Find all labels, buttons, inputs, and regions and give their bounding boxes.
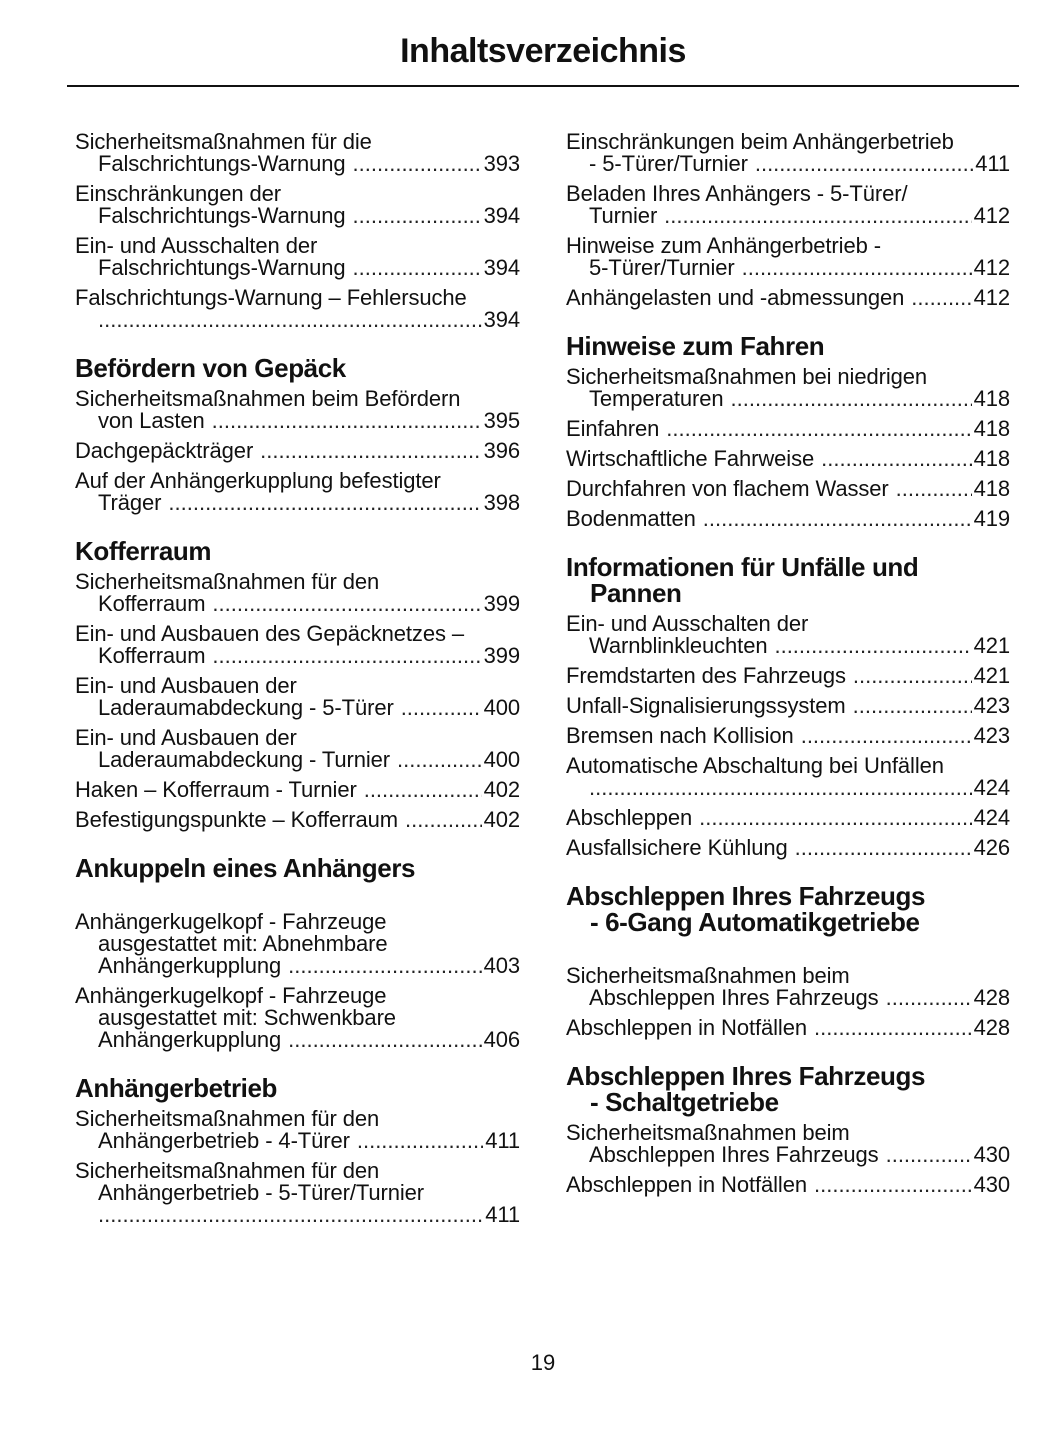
leader-dots [353,153,482,175]
entry-title-cont: Abschleppen Ihres Fahrzeugs [589,985,879,1010]
entry-title: Einschränkungen der [75,181,282,206]
toc-entry[interactable] [566,131,1010,175]
page-ref: 400 [483,747,520,772]
leader-dots [886,1144,972,1166]
page-ref: 406 [483,1027,520,1052]
leader-dots [821,448,971,470]
toc-entry[interactable] [566,725,1010,747]
leader-dots [814,1017,972,1039]
leader-dots [699,807,971,829]
page-ref: 412 [973,203,1010,228]
entry-title: Sicherheitsmaßnahmen für die [75,129,372,154]
section-heading: Ankuppeln eines Anhängers [75,853,416,883]
toc-entry[interactable] [566,183,1010,227]
section-heading [566,883,1010,935]
entry-title: Ein- und Ausbauen der [75,673,297,698]
page-ref: 428 [973,1015,1010,1040]
leader-dots [353,205,482,227]
entry-title: Bremsen nach Kollision [566,723,794,748]
entry-title-cont: Anhängerbetrieb - 5-Türer/Turnier [98,1180,425,1205]
page-ref: 412 [973,285,1010,310]
entry-title: Unfall-Signalisierungssystem [566,693,846,718]
entry-title-cont: Anhängerbetrieb - 4-Türer [98,1128,350,1153]
page-ref: 418 [973,476,1010,501]
page-ref: 400 [483,695,520,720]
leader-dots [814,1174,972,1196]
toc-entry[interactable] [75,809,520,831]
toc-entry[interactable] [75,1108,520,1152]
leader-dots [666,418,971,440]
leader-dots [98,309,482,331]
page-ref: 424 [973,775,1010,800]
page-ref: 394 [483,203,520,228]
section-heading: Anhängerbetrieb [75,1073,278,1103]
leader-dots [886,987,972,1009]
toc-entry[interactable] [75,470,520,514]
entry-title-cont: Kofferraum [98,591,206,616]
entry-title: Einfahren [566,416,660,441]
entry-title-cont: Turnier [589,203,658,228]
toc-entry[interactable] [566,807,1010,829]
page-number: 19 [530,1350,556,1375]
page-ref: 402 [483,807,520,832]
entry-title-cont: - 5-Türer/Turnier [589,151,748,176]
entry-title-cont: ausgestattet mit: Schwenkbare [98,1005,396,1030]
toc-entry[interactable] [75,1160,520,1226]
section-heading-line: Pannen [590,578,682,608]
leader-dots [703,508,972,530]
entry-title-cont: Falschrichtungs-Warnung [98,255,346,280]
page-ref: 428 [973,985,1010,1010]
entry-title: Sicherheitsmaßnahmen für den [75,1158,380,1183]
entry-title: Anhängerkugelkopf - Fahrzeuge [75,909,387,934]
entry-title-cont: Laderaumabdeckung - Turnier [98,747,391,772]
page-ref: 423 [973,693,1010,718]
section-heading: Hinweise zum Fahren [566,331,825,361]
entry-title-cont: Abschleppen Ihres Fahrzeugs [589,1142,879,1167]
entry-title: Durchfahren von flachem Wasser [566,476,889,501]
page-ref: 402 [483,777,520,802]
page-ref: 411 [485,1128,520,1153]
entry-title-cont: Träger [98,490,162,515]
entry-title: Hinweise zum Anhängerbetrieb - [566,233,881,258]
toc-entry[interactable] [566,965,1010,1009]
entry-title-cont: Laderaumabdeckung - 5-Türer [98,695,394,720]
page-ref: 424 [973,805,1010,830]
leader-dots [774,635,971,657]
page-ref: 411 [485,1202,520,1227]
leader-dots [742,257,972,279]
leader-dots [896,478,972,500]
leader-dots [357,1130,483,1152]
entry-title-cont: Anhängerkupplung [98,1027,282,1052]
leader-dots [288,955,481,977]
toc-entry[interactable] [75,571,520,615]
toc-entry[interactable] [566,508,1010,530]
page-ref: 411 [975,151,1010,176]
page-ref: 399 [483,591,520,616]
entry-title-cont: ausgestattet mit: Abnehmbare [98,931,388,956]
toc-entry[interactable] [75,388,520,432]
section-heading-line: - 6-Gang Automatikgetriebe [590,907,920,937]
entry-title: Anhängelasten und -abmessungen [566,285,905,310]
page-ref: 430 [973,1142,1010,1167]
page-ref: 394 [483,307,520,332]
leader-dots [364,779,482,801]
title-divider [67,85,1019,87]
entry-title: Sicherheitsmaßnahmen für den [75,1106,380,1131]
leader-dots [664,205,971,227]
page-ref: 426 [973,835,1010,860]
page-ref: 403 [483,953,520,978]
toc-entry[interactable] [566,366,1010,410]
entry-title: Sicherheitsmaßnahmen bei niedrigen [566,364,928,389]
entry-title: Dachgepäckträger [75,438,254,463]
entry-title-cont: Anhängerkupplung [98,953,282,978]
entry-title: Wirtschaftliche Fahrweise [566,446,815,471]
toc-entry[interactable] [75,727,520,771]
entry-title: Ein- und Ausschalten der [566,611,809,636]
toc-entry[interactable] [566,287,1010,309]
leader-dots [589,777,972,799]
page-ref: 394 [483,255,520,280]
toc-entry[interactable] [75,985,520,1051]
entry-title: Ein- und Ausbauen der [75,725,297,750]
toc-entry[interactable] [75,779,520,801]
entry-title: Haken – Kofferraum - Turnier [75,777,357,802]
page-ref: 418 [973,386,1010,411]
toc-entry[interactable] [566,837,1010,859]
page-ref: 399 [483,643,520,668]
entry-title-cont: von Lasten [98,408,205,433]
toc-entry[interactable] [566,1122,1010,1166]
section-heading-line: Abschleppen Ihres Fahrzeugs [566,1061,926,1091]
page-ref: 419 [973,506,1010,531]
toc-entry[interactable] [75,911,520,977]
leader-dots [801,725,972,747]
page-ref: 396 [483,438,520,463]
toc-entry[interactable] [566,755,1010,799]
toc-entry[interactable] [566,448,1010,470]
toc-entry[interactable] [75,623,520,667]
entry-title: Ausfallsichere Kühlung [566,835,788,860]
leader-dots [212,645,481,667]
section-heading: Kofferraum [75,536,212,566]
section-heading-line: Abschleppen Ihres Fahrzeugs [566,881,926,911]
section-heading-line: - Schaltgetriebe [590,1087,779,1117]
page-ref: 418 [973,416,1010,441]
toc-entry[interactable] [75,287,520,331]
entry-title: Beladen Ihres Anhängers - 5-Türer/ [566,181,908,206]
page-ref: 421 [973,663,1010,688]
leader-dots [853,665,972,687]
leader-dots [288,1029,481,1051]
leader-dots [260,440,481,462]
entry-title-cont: Warnblinkleuchten [589,633,768,658]
entry-title: Anhängerkugelkopf - Fahrzeuge [75,983,387,1008]
leader-dots [401,697,482,719]
toc-entry[interactable] [75,131,520,175]
page-ref: 393 [483,151,520,176]
leader-dots [405,809,482,831]
leader-dots [853,695,972,717]
entry-title: Sicherheitsmaßnahmen beim Befördern [75,386,461,411]
leader-dots [353,257,482,279]
entry-title: Abschleppen [566,805,693,830]
page-ref: 423 [973,723,1010,748]
entry-title-cont: Kofferraum [98,643,206,668]
section-heading: Befördern von Gepäck [75,353,346,383]
entry-title-cont: Falschrichtungs-Warnung [98,203,346,228]
section-heading [566,554,1010,606]
page-title: Inhaltsverzeichnis [400,32,686,70]
page-ref: 395 [483,408,520,433]
entry-title: Befestigungspunkte – Kofferraum [75,807,399,832]
page-ref: 421 [973,633,1010,658]
entry-title: Automatische Abschaltung bei Unfällen [566,753,944,778]
entry-title: Abschleppen in Notfällen [566,1015,807,1040]
leader-dots [212,410,482,432]
toc-entry[interactable] [566,1174,1010,1196]
entry-title: Ein- und Ausbauen des Gepäcknetzes – [75,621,465,646]
page-ref: 412 [973,255,1010,280]
entry-title: Sicherheitsmaßnahmen für den [75,569,380,594]
leader-dots [212,593,481,615]
toc-entry[interactable] [566,478,1010,500]
leader-dots [795,837,972,859]
entry-title-cont: 5-Türer/Turnier [589,255,735,280]
toc-entry[interactable] [75,235,520,279]
toc-entry[interactable] [566,695,1010,717]
leader-dots [731,388,972,410]
entry-title-cont: Temperaturen [589,386,724,411]
section-heading [566,1063,1010,1115]
entry-title: Falschrichtungs-Warnung – Fehlersuche [75,285,467,310]
toc-entry[interactable] [566,1017,1010,1039]
toc-entry[interactable] [566,613,1010,657]
leader-dots [168,492,481,514]
toc-left-column [75,131,520,1234]
toc-entry[interactable] [75,440,520,462]
entry-title: Ein- und Ausschalten der [75,233,318,258]
entry-title: Bodenmatten [566,506,696,531]
page-ref: 418 [973,446,1010,471]
section-heading-line: Informationen für Unfälle und [566,552,919,582]
toc-entry[interactable] [566,665,1010,687]
toc-entry[interactable] [75,183,520,227]
entry-title: Fremdstarten des Fahrzeugs [566,663,846,688]
leader-dots [755,153,973,175]
entry-title: Abschleppen in Notfällen [566,1172,807,1197]
toc-right-column [566,131,1010,1204]
entry-title: Einschränkungen beim Anhängerbetrieb [566,129,954,154]
toc-entry[interactable] [75,675,520,719]
toc-entry[interactable] [566,418,1010,440]
entry-title-cont: Falschrichtungs-Warnung [98,151,346,176]
leader-dots [911,287,971,309]
leader-dots [397,749,482,771]
leader-dots [98,1204,483,1226]
toc-entry[interactable] [566,235,1010,279]
entry-title: Sicherheitsmaßnahmen beim [566,963,850,988]
entry-title: Auf der Anhängerkupplung befestigter [75,468,441,493]
entry-title: Sicherheitsmaßnahmen beim [566,1120,850,1145]
page-ref: 430 [973,1172,1010,1197]
page-ref: 398 [483,490,520,515]
